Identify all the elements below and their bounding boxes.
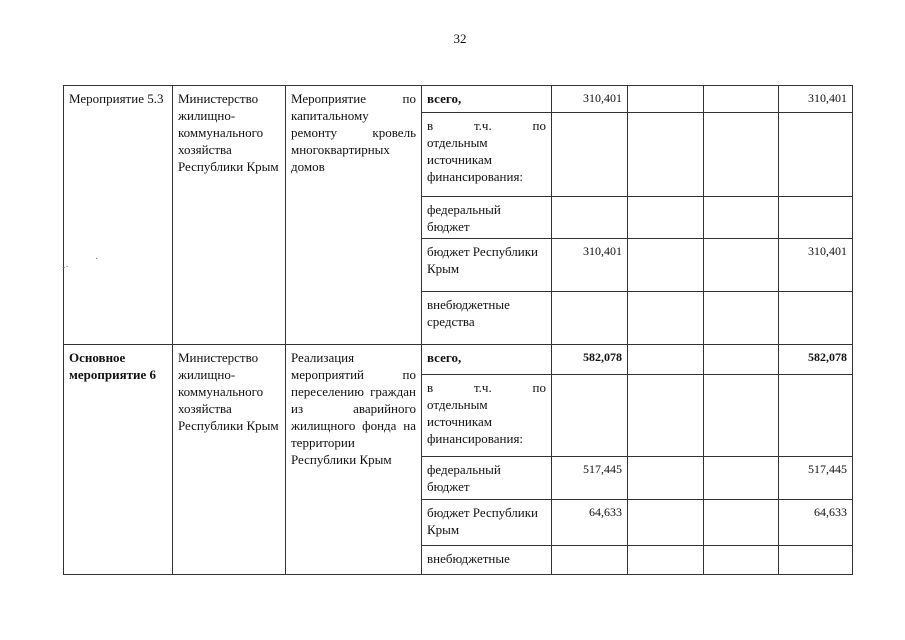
regional-value-col4: 64,633 [779,500,853,546]
scan-speck: · [95,254,99,265]
total-value-col1: 310,401 [552,86,628,113]
federal-value-col1: 517,445 [552,457,628,500]
source-total-label: всего, [422,86,552,113]
executor-cell: Министерство жилищно-коммунального хозяйства Республики Крым [173,345,286,575]
table-row [64,86,853,113]
source-federal-label: федеральный бюджет [422,457,552,500]
table-row [64,345,853,375]
description-cell: Реализация мероприятий по переселению граждан из аварийного жилищного фонда на территории Республики Крым [286,345,422,575]
regional-value-col1: 64,633 [552,500,628,546]
executor-cell: Министерство жилищно-коммунального хозяйства Республики Крым [173,86,286,345]
scan-speck: -· [62,262,69,273]
total-value-col2 [628,86,704,113]
event-cell: Мероприятие 5.3 [64,86,173,345]
total-value-col1: 582,078 [552,345,628,375]
page-number: 32 [453,31,467,46]
total-value-col2 [628,345,704,375]
source-federal-label: федеральный бюджет [422,197,552,239]
event-cell: Основное мероприятие 6 [64,345,173,575]
source-total-label: всего, [422,345,552,375]
source-incl-label: в т.ч. по отдельным источникам финансирования: [422,375,552,457]
source-extra-label: внебюджетные [422,546,552,575]
source-regional-label: бюджет Республики Крым [422,239,552,292]
total-value-col3 [704,86,779,113]
total-value-col3 [704,345,779,375]
budget-table [63,85,853,575]
total-value-col4: 310,401 [779,86,853,113]
regional-value-col4: 310,401 [779,239,853,292]
source-regional-label: бюджет Республики Крым [422,500,552,546]
regional-value-col1: 310,401 [552,239,628,292]
source-incl-label: в т.ч. по отдельным источникам финансирования: [422,113,552,197]
description-cell: Мероприятие по капитальному ремонту кровель многоквартирных домов [286,86,422,345]
total-value-col4: 582,078 [779,345,853,375]
source-extra-label: внебюджетные средства [422,292,552,345]
federal-value-col4: 517,445 [779,457,853,500]
